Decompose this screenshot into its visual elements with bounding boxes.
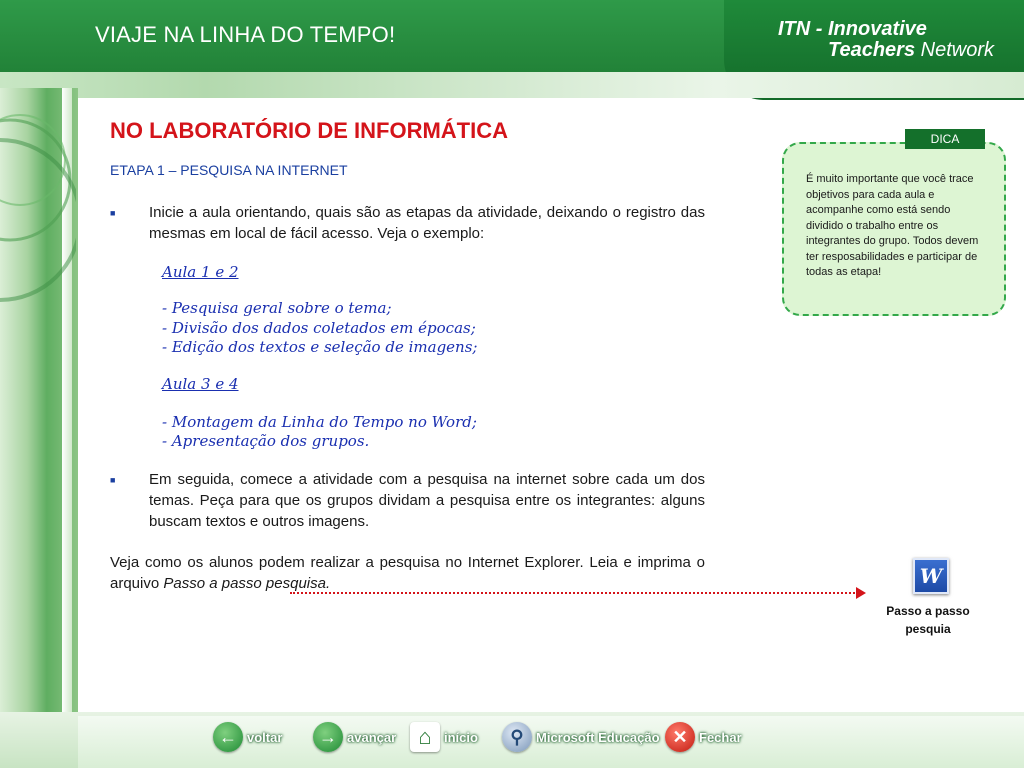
bullet-1-marker: ■ <box>110 208 116 218</box>
nav-microsoft-button[interactable] <box>502 722 660 752</box>
logo-teachers: Teachers <box>828 39 916 61</box>
nav-home-label: início <box>444 729 478 745</box>
header-light-strip <box>0 72 1024 98</box>
nav-home-button[interactable] <box>410 722 478 752</box>
arrow-left-icon: ← <box>213 722 243 752</box>
nav-forward-label: avançar <box>347 729 397 745</box>
tip-label: DICA <box>905 129 985 149</box>
arrow-right-icon: → <box>313 722 343 752</box>
example-line-1: - Pesquisa geral sobre o tema; <box>162 299 392 317</box>
house-icon: ⌂ <box>410 722 440 752</box>
tip-text: É muito importante que você trace objetivos para cada aula e acompanhe como está sendo dividido o trabalho entre os integrantes do grupo. Todos devem ter resposabilidades e participar de todas as etapa! <box>806 173 979 278</box>
page-title: VIAJE NA LINHA DO TEMPO! <box>95 22 396 47</box>
swirl-decoration <box>0 100 76 360</box>
bullet-2-marker: ■ <box>110 475 116 485</box>
bullet-1-text: Inicie a aula orientando, quais são as etapas da atividade, deixando o registro das mesmas em local de fácil acesso. Veja o exemplo: <box>149 204 705 242</box>
section-heading: NO LABORATÓRIO DE INFORMÁTICA <box>110 118 509 143</box>
example-line-3: - Edição dos textos e seleção de imagens; <box>162 338 478 356</box>
nav-close-button[interactable] <box>665 722 742 752</box>
example-aula-3-4: Aula 3 e 4 <box>162 375 239 393</box>
magnifier-icon: ⚲ <box>502 722 532 752</box>
nav-forward-button[interactable] <box>313 722 396 752</box>
nav-back-label: voltar <box>247 729 283 745</box>
nav-back-button[interactable] <box>213 722 282 752</box>
itn-logo <box>778 18 994 62</box>
logo-innovative: Innovative <box>828 18 927 40</box>
closing-text: Veja como os alunos podem realizar a pesquisa no Internet Explorer. Leia e imprima o arquivo <box>110 554 705 592</box>
example-line-5: - Apresentação dos grupos. <box>162 432 370 450</box>
logo-itn: ITN <box>778 18 811 40</box>
logo-network: Network <box>915 39 994 61</box>
word-document-icon[interactable]: W <box>913 558 949 594</box>
example-line-2: - Divisão dos dados coletados em épocas; <box>162 319 476 337</box>
arrow-head-icon <box>856 587 866 599</box>
nav-microsoft-label: Microsoft Educação <box>536 729 660 745</box>
example-aula-1-2: Aula 1 e 2 <box>162 263 239 281</box>
closing-paragraph <box>110 552 705 594</box>
dotted-arrow-line <box>290 592 858 594</box>
nav-close-label: Fechar <box>699 729 742 745</box>
closing-file-link[interactable]: Passo a passo pesquisa. <box>163 575 331 592</box>
step-subheading: ETAPA 1 – PESQUISA NA INTERNET <box>110 162 348 178</box>
word-document-caption[interactable]: Passo a passo pesquia <box>886 604 970 636</box>
example-line-4: - Montagem da Linha do Tempo no Word; <box>162 413 477 431</box>
close-icon: ✕ <box>665 722 695 752</box>
bullet-2-text: Em seguida, comece a atividade com a pesquisa na internet sobre cada um dos temas. Peça para que os grupos dividam a pesquisa entre os integrantes: alguns buscam textos e outros imagens. <box>149 471 705 530</box>
logo-sep: - <box>810 18 828 40</box>
